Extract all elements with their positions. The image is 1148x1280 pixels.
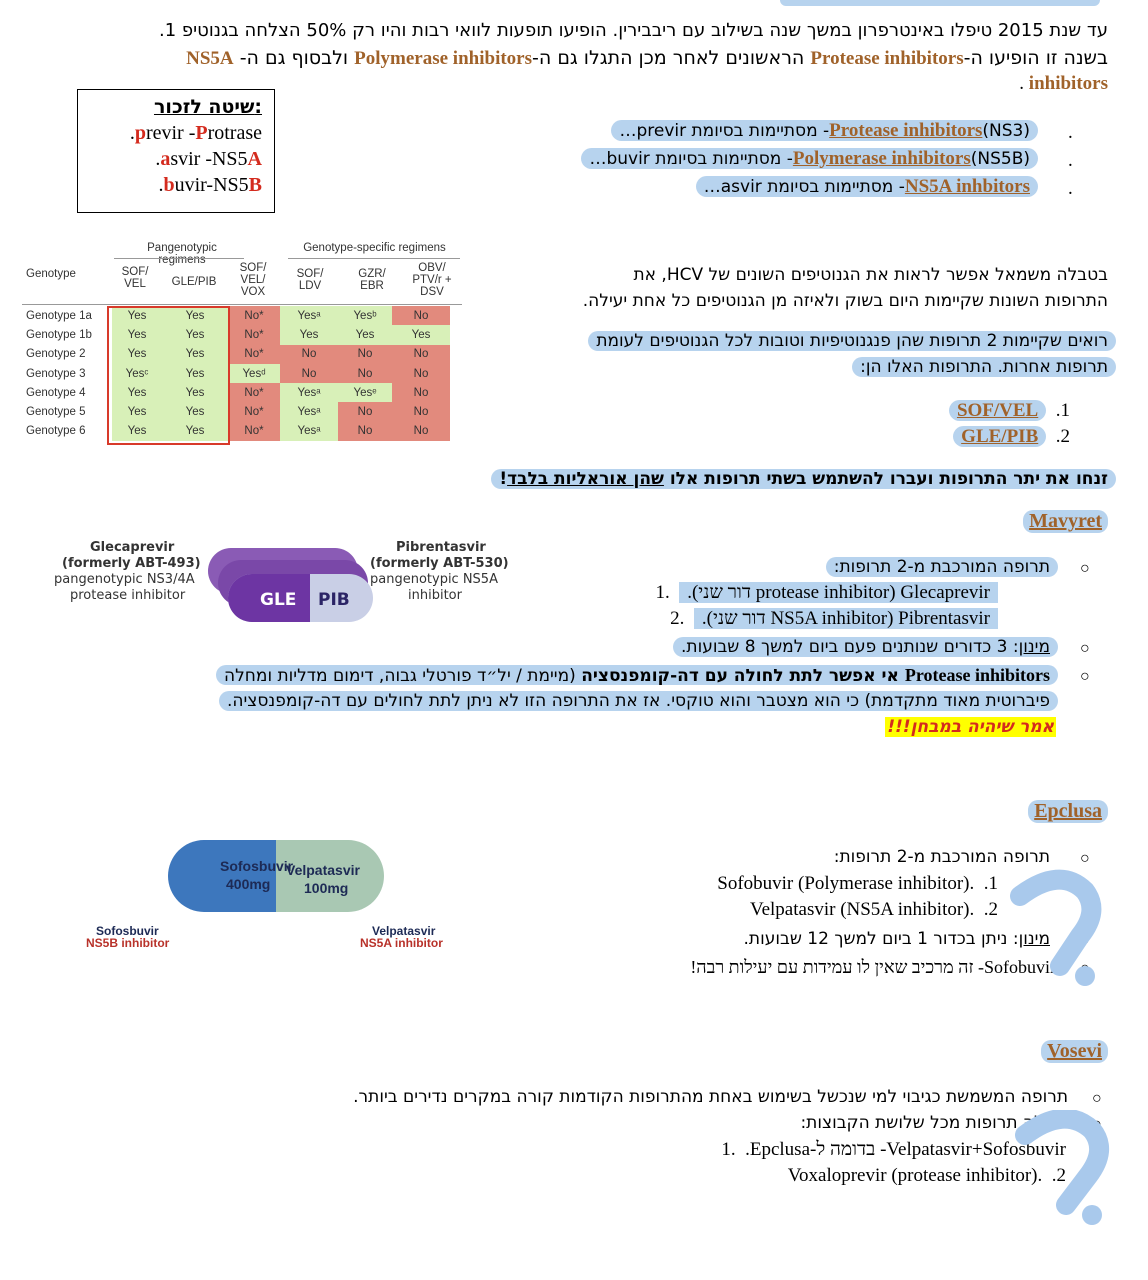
mavyret-pi-warning: Protease inhibitors אי אפשר לתת לחולה עם דה-קומפנסציה (מיימת / יל״ד פורטלי גבוה, דימום מדליות ומחלה xyxy=(216,662,1058,689)
regimen-cell: Yes xyxy=(162,325,228,344)
genotype-label: Genotype 4 xyxy=(26,386,86,399)
handwritten-mark-1 xyxy=(990,866,1120,996)
mnemonic-row-buvir: .buvir-NS5B xyxy=(158,174,262,196)
class-item-protease: Protease inhibitors(NS3)- מסתיימות בסיומת previr… xyxy=(611,118,1038,144)
regimen-cell: Yes xyxy=(162,345,228,364)
svg-text:400mg: 400mg xyxy=(226,876,271,892)
bullet-circle: ○ xyxy=(1080,560,1090,577)
regimen-cell: Yesᵉ xyxy=(338,383,392,402)
regimen-cell: No* xyxy=(228,306,280,325)
col-header-glepib: GLE/PIB xyxy=(171,276,217,288)
mavyret-bullet-1: תרופה המורכבת מ-2 תרופות: xyxy=(826,554,1058,580)
mavyret-dose: מינון: 3 כדורים שנותנים פעם ביום למשך 8 שבועות. xyxy=(673,634,1058,660)
forget-line: זנחו את יתר התרופות ועברו להשתמש בשתי תרופות אלו שהן אוראליות בלבד! xyxy=(491,466,1116,492)
regimen-cell: Yesᵃ xyxy=(280,306,338,325)
svg-text:GLE: GLE xyxy=(260,590,297,610)
col-header-obvptv: OBV/ PTV/r + DSV xyxy=(412,262,452,298)
mnemonic-box xyxy=(77,89,275,213)
regimen-cell: Yes xyxy=(338,325,392,344)
genotype-row xyxy=(22,325,450,344)
regimen-cell: Yes xyxy=(162,383,228,402)
col-header-sofldv: SOF/ LDV xyxy=(296,268,324,292)
intro-line-1: עד שנת 2015 טיפלו באינטרפרון במשך שנה בשילוב עם ריבבירין. הופיעו תופעות לוואי רבות והיו רק 50% הצלחה בגנוטיפ 1. xyxy=(158,20,1108,41)
regimen-cell: Yesᵇ xyxy=(338,306,392,325)
mavyret-item-1: Glecaprevir (protease inhibitor דור שני). .1 xyxy=(655,580,998,606)
regimen-cell: No xyxy=(392,383,450,402)
epclusa-dose: מינון: ניתן בכדור 1 ביום למשך 12 שבועות. xyxy=(743,929,1050,949)
regimen-cell: Yes xyxy=(162,306,228,325)
vosevi-bullet-2: מכילה תרופות מכל שלושת הקבוצות: xyxy=(800,1113,1068,1133)
vosevi-item-2: Voxaloprevir (protease inhibitor). .2 xyxy=(787,1165,1066,1186)
regimen-cell: Yesᵃ xyxy=(280,383,338,402)
regimen-cell: Yesᵃ xyxy=(280,402,338,421)
genotype-row xyxy=(22,306,450,325)
epclusa-bullet-1: תרופה המורכבת מ-2 תרופות: xyxy=(833,847,1050,867)
vosevi-item-1: Velpatasvir+Sofosbuvir- בדומה ל-Epclusa. .1 xyxy=(721,1139,1066,1160)
bullet-circle: ○ xyxy=(1092,1116,1102,1133)
handwritten-mark-2 xyxy=(1000,1110,1130,1240)
regimen-cell: Yes xyxy=(162,422,228,441)
bullet-circle: ○ xyxy=(1080,932,1090,949)
regimen-cell: No xyxy=(392,422,450,441)
regimen-cell: No xyxy=(338,422,392,441)
top-highlight-strip xyxy=(780,0,1100,6)
regimen-cell: Yes xyxy=(112,325,162,344)
regimen-cell: Yes xyxy=(162,402,228,421)
regimen-cell: Yes xyxy=(162,364,228,383)
regimen-cell: No xyxy=(392,402,450,421)
mnemonic-title: שיטה לזכור: xyxy=(153,96,262,118)
table-text-line-1: בטבלה משמאל אפשר לראות את הגנוטיפים השונים של HCV, את xyxy=(633,265,1108,285)
mavyret-pills-icon xyxy=(198,544,373,638)
table-text-line-2: התרופות השונות שקיימות היום בשוק ולאיזה מן הגנוטיפים כל אחת יעילה. xyxy=(582,291,1108,311)
bullet-circle: ○ xyxy=(1080,640,1090,657)
svg-text:Velpatasvir: Velpatasvir xyxy=(286,862,360,878)
regimen-cell: No xyxy=(392,364,450,383)
epclusa-bullet-4: Sofobuvir- זה מרכיב שאין לו עמידות עם יעילות רבה! xyxy=(690,957,1056,977)
col-header-genotype: Genotype xyxy=(26,268,76,280)
regimen-cell: No* xyxy=(228,422,280,441)
genotype-row xyxy=(22,345,450,364)
bullet-circle: ○ xyxy=(1080,668,1090,685)
regimen-cell: No xyxy=(392,345,450,364)
group-header-pangenotypic: Pangenotypic regimens xyxy=(147,242,217,266)
regimen-cell: Yes xyxy=(112,422,162,441)
epclusa-item-1: Sofobuvir (Polymerase inhibitor). .1 xyxy=(717,873,998,894)
svg-text:Sofosbuvir: Sofosbuvir xyxy=(220,858,294,874)
col-header-sofvelvox: SOF/ VEL/ VOX xyxy=(239,262,267,298)
regimen-cell: Yes xyxy=(112,306,162,325)
regimen-cell: Yes xyxy=(280,325,338,344)
regimen-cell: No xyxy=(338,402,392,421)
col-header-sofvel: SOF/ VEL xyxy=(121,266,149,290)
regimen-cell: No* xyxy=(228,402,280,421)
pangenotypic-outline xyxy=(107,306,230,445)
class-item-polymerase: Polymerase inhibitors(NS5B)- מסתיימות בסיומת buvir… xyxy=(581,146,1038,172)
bullet-dot-2: . xyxy=(1068,150,1073,171)
mavyret-pi-warning-2: פיברוטית מאוד מתקדמת) כי הוא מצטבר והוא טוקסי. אז את התרופה הזו לא ניתן לתת לחולים עם דה-קומפנסציה. xyxy=(219,688,1058,714)
regimen-cell: No* xyxy=(228,383,280,402)
bullet-circle: ○ xyxy=(1080,850,1090,867)
bullet-dot-1: . xyxy=(1068,122,1073,143)
genotype-label: Genotype 5 xyxy=(26,406,86,419)
epclusa-image: Sofosbuvir 400mg Velpatasvir 100mg Sofosbuvir NS5B inhibitor Velpatasvir NS5A inhibitor xyxy=(80,838,460,950)
bullet-dot-3: . xyxy=(1068,178,1073,199)
regimen-cell: No xyxy=(280,345,338,364)
genotype-table-body xyxy=(22,306,450,441)
genotype-label: Genotype 3 xyxy=(26,367,86,380)
table-text-line-3: רואים שקיימות 2 תרופות שהן פנגנוטיפיות וטובות לכל הגנוטיפים לעומת xyxy=(588,328,1116,354)
intro-line-3: . inhibitors xyxy=(1019,73,1108,94)
mavyret-image: Glecaprevir (formerly ABT-493) pangenotypic NS3/4A protease inhibitor Pibrentasvir (formerly ABT-530) pangenotypic NS5A inhibitor GLE PIB xyxy=(48,538,518,638)
svg-text:PIB: PIB xyxy=(318,590,350,610)
section-title-epclusa: Epclusa xyxy=(1028,800,1108,823)
pangeno-item-1: SOF/VEL .1 xyxy=(949,398,1070,424)
pangeno-item-2: GLE/PIB .2 xyxy=(953,424,1070,450)
mnemonic-row-previr: .previr -Protrase xyxy=(129,122,262,144)
exam-note: אמר שיהיה במבחן!!! xyxy=(887,717,1054,737)
mnemonic-row-asvir: .asvir -NS5A xyxy=(155,148,262,170)
vosevi-bullet-1: תרופה המשמשת כגיבוי למי שנכשל בשימוש באחת מהתרופות הקודמות קורה במקרים נדירים ביותר. xyxy=(353,1087,1068,1107)
regimen-cell: No* xyxy=(228,345,280,364)
regimen-cell: Yes xyxy=(112,402,162,421)
regimen-cell: Yes xyxy=(392,325,450,344)
regimen-cell: Yesᶜ xyxy=(112,364,162,383)
regimen-cell: No xyxy=(280,364,338,383)
genotype-label: Genotype 2 xyxy=(26,348,86,361)
epclusa-pill-icon xyxy=(166,838,386,914)
group-header-genotype-specific: Genotype-specific regimens xyxy=(303,242,446,254)
regimen-cell: No* xyxy=(228,325,280,344)
regimen-cell: Yesᵈ xyxy=(228,364,280,383)
regimen-cell: No xyxy=(392,306,450,325)
genotype-row xyxy=(22,383,450,402)
regimen-cell: No xyxy=(338,345,392,364)
col-header-gzrebr: GZR/ EBR xyxy=(358,268,386,292)
genotype-label: Genotype 1b xyxy=(26,328,92,341)
intro-line-2: בשנה זו הופיעו ה-Protease inhibitors הראשונים לאחר מכן התגלו גם ה-Polymerase inhibitors ולבסוף גם ה- NS5A xyxy=(186,47,1108,69)
class-item-ns5a: NS5A inhbitors- מסתיימות בסיומת asvir… xyxy=(696,174,1038,200)
genotype-row xyxy=(22,422,450,441)
regimen-cell: No xyxy=(338,364,392,383)
regimen-cell: Yes xyxy=(112,383,162,402)
regimen-cell: Yes xyxy=(112,345,162,364)
svg-text:100mg: 100mg xyxy=(304,880,349,896)
genotype-label: Genotype 1a xyxy=(26,309,92,322)
mavyret-item-2: Pibrentasvir (NS5A inhibitor דור שני). .2 xyxy=(670,606,998,632)
genotype-row xyxy=(22,402,450,421)
section-title-mavyret: Mavyret xyxy=(1023,510,1108,533)
genotype-label: Genotype 6 xyxy=(26,425,86,438)
table-text-line-4: תרופות אחרות. התרופות האלו הן: xyxy=(852,354,1116,380)
epclusa-item-2: Velpatasvir (NS5A inhibitor). .2 xyxy=(749,899,998,920)
genotype-regimen-table xyxy=(22,238,462,444)
regimen-cell: Yesᵃ xyxy=(280,422,338,441)
genotype-row xyxy=(22,364,450,383)
section-title-vosevi: Vosevi xyxy=(1041,1040,1108,1063)
bullet-circle: ○ xyxy=(1092,1090,1102,1107)
